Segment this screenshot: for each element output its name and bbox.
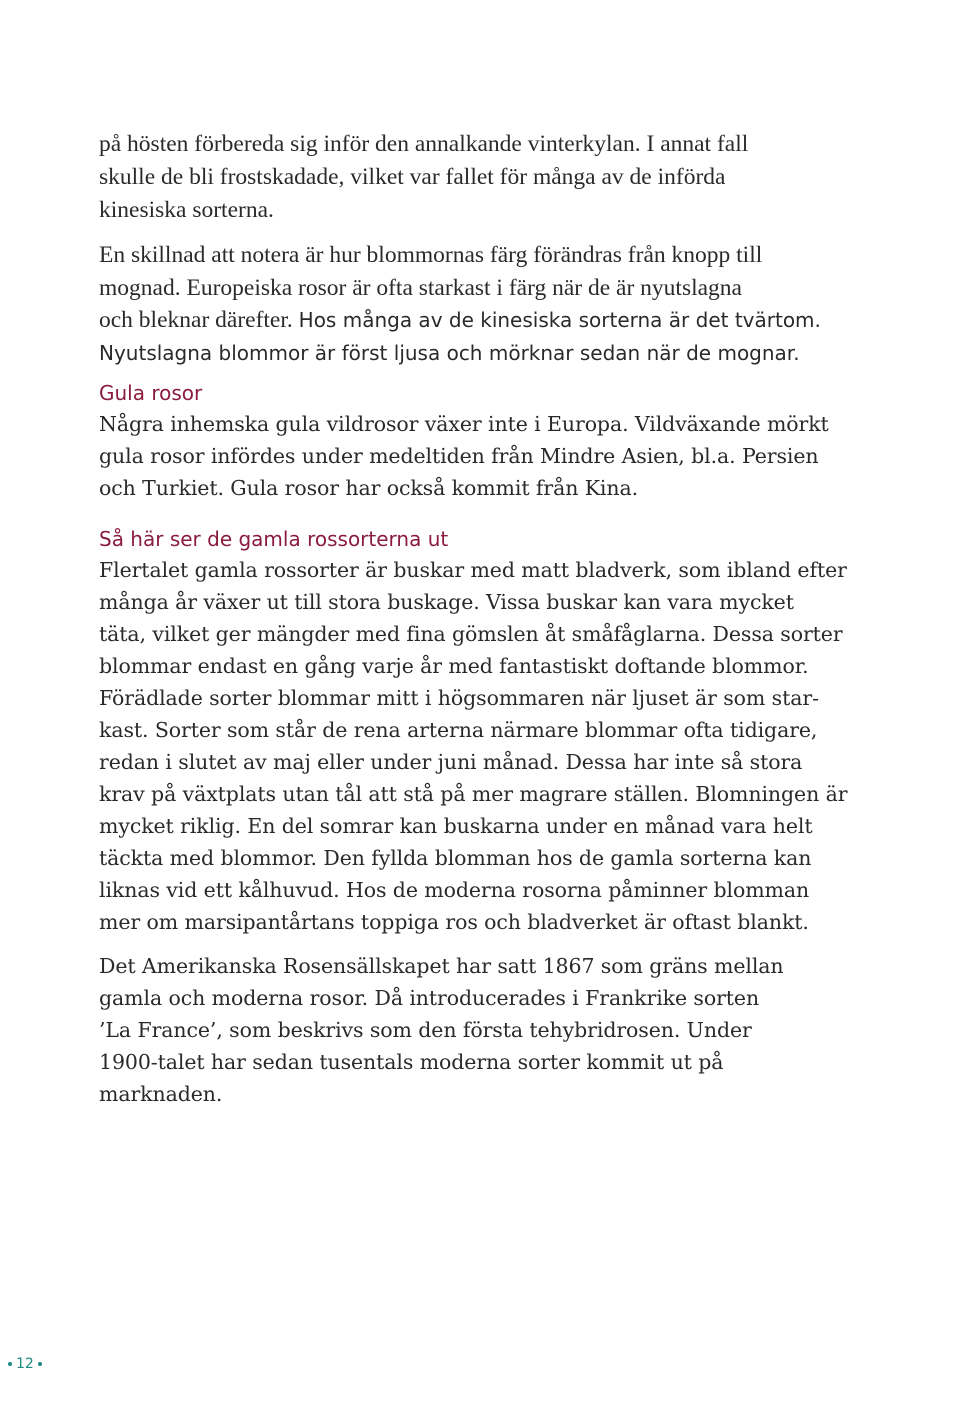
text-line: blommar endast en gång varje år med fantastiskt doftande blommor.: [99, 654, 809, 678]
paragraph-spacer: [99, 227, 839, 239]
page-content: [99, 128, 848, 1110]
section-gamla-rossorter: [99, 524, 848, 938]
section-heading: Gula rosor: [99, 381, 203, 405]
text-line: Flertalet gamla rossorter är buskar med matt bladverk, som ibland efter: [99, 558, 847, 582]
text-line: kinesiska sorterna.: [99, 197, 274, 223]
text-line: 1900-talet har sedan tusentals moderna sorter kommit ut på: [99, 1050, 724, 1074]
text-segment: Hos många av de kinesiska sorterna är det tvärtom.: [298, 308, 821, 332]
text-line: redan i slutet av maj eller under juni månad. Dessa har inte så stora: [99, 750, 803, 774]
section-body: [99, 554, 848, 938]
text-line: Förädlade sorter blommar mitt i högsommaren när ljuset är som star-: [99, 686, 819, 710]
text-line: gula rosor infördes under medeltiden från Mindre Asien, bl.a. Persien: [99, 444, 819, 468]
text-line: mognad. Europeiska rosor är ofta starkast i färg när de är nyutslagna: [99, 274, 742, 301]
text-line: på hösten förbereda sig inför den annalkande vinterkylan. I annat fall: [99, 131, 749, 157]
paragraph-spacer: [99, 938, 839, 950]
text-line: [99, 304, 839, 337]
text-line: täckta med blommor. Den fyllda blomman hos de gamla sorterna kan: [99, 846, 812, 870]
page-footer: [4, 1354, 46, 1374]
paragraph-spacer: [99, 369, 839, 378]
text-line: gamla och moderna rosor. Då introducerades i Frankrike sorten: [99, 986, 760, 1010]
paragraph-spacer: [99, 504, 839, 524]
text-line: Det Amerikanska Rosensällskapet har satt 1867 som gräns mellan: [99, 954, 784, 978]
section-body: [99, 408, 839, 504]
text-line: liknas vid ett kålhuvud. Hos de moderna rosorna påminner blomman: [99, 878, 810, 902]
paragraph-2: [99, 239, 839, 369]
section-gula-rosor: [99, 378, 839, 504]
paragraph-1: [99, 128, 839, 227]
text-line: marknaden.: [99, 1082, 223, 1106]
text-line: ’La France’, som beskrivs som den första tehybridrosen. Under: [99, 1018, 752, 1042]
text-line: och Turkiet. Gula rosor har också kommit från Kina.: [99, 476, 639, 500]
section-heading: Så här ser de gamla rossorterna ut: [99, 527, 449, 551]
text-line: Några inhemska gula vildrosor växer inte i Europa. Vildväxande mörkt: [99, 412, 829, 436]
bullet-icon: [8, 1362, 12, 1366]
text-line: mer om marsipantårtans toppiga ros och bladverket är oftast blankt.: [99, 910, 809, 934]
text-line: En skillnad att notera är hur blommornas färg förändras från knopp till: [99, 242, 763, 268]
paragraph-3: [99, 950, 839, 1110]
text-line: täta, vilket ger mängder med fina gömslen åt småfåglarna. Dessa sorter: [99, 622, 843, 646]
text-line: många år växer ut till stora buskage. Vissa buskar kan vara mycket: [99, 590, 794, 614]
text-line: mycket riklig. En del somrar kan buskarna under en månad vara helt: [99, 814, 813, 838]
text-line: skulle de bli frostskadade, vilket var fallet för många av de införda: [99, 164, 726, 190]
bullet-icon: [38, 1362, 42, 1366]
text-segment: och bleknar därefter.: [99, 307, 293, 333]
page-number: 12: [16, 1356, 34, 1372]
text-line: Nyutslagna blommor är först ljusa och mörknar sedan när de mognar.: [99, 340, 800, 365]
text-line: kast. Sorter som står de rena arterna närmare blommar ofta tidigare,: [99, 718, 818, 742]
text-line: krav på växtplats utan tål att stå på mer magrare ställen. Blomningen är: [99, 782, 848, 806]
